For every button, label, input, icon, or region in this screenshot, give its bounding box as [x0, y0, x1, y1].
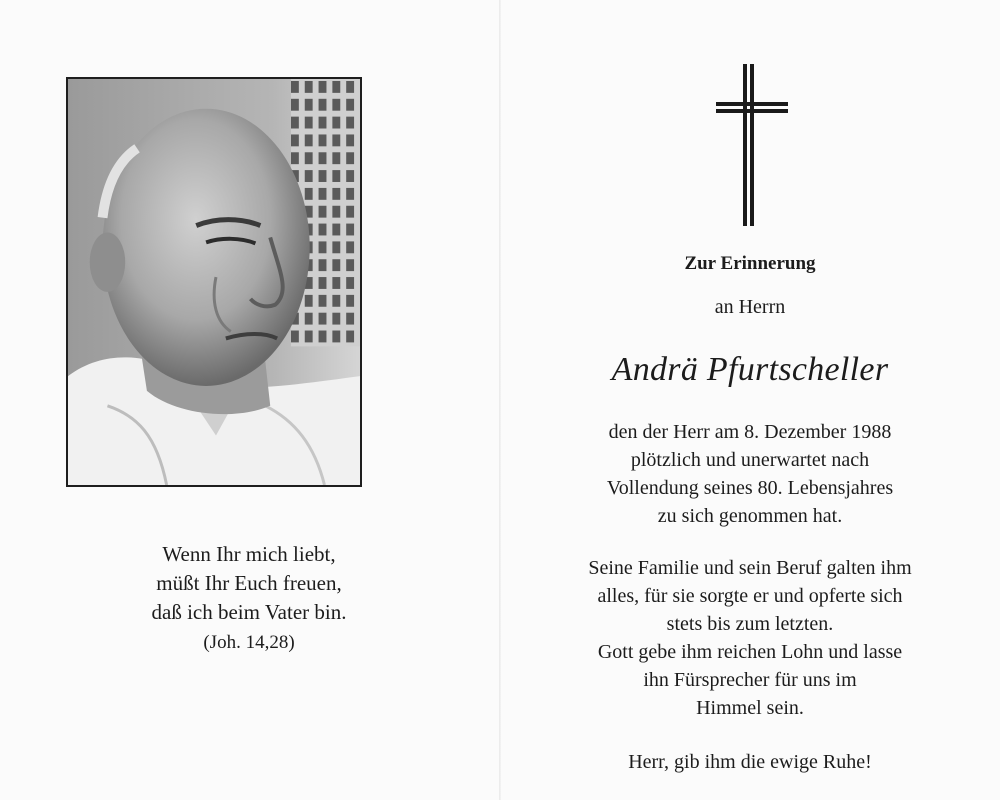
salutation: an Herrn: [714, 296, 786, 318]
notice-line: Vollendung seines 80. Lebensjahres: [606, 477, 894, 499]
death-notice: [520, 418, 980, 530]
tribute-line: Himmel sein.: [696, 697, 804, 719]
tribute-line: ihn Fürsprecher für uns im: [643, 669, 857, 691]
notice-line: plötzlich und unerwartet nach: [630, 449, 870, 471]
tribute-line: stets bis zum letzten.: [666, 613, 834, 635]
card-fold: [499, 0, 501, 800]
verse-line: Wenn Ihr mich liebt,: [162, 542, 336, 566]
tribute-line: alles, für sie sorgte er und opferte sich: [597, 585, 903, 607]
portrait-image: [68, 79, 360, 485]
verse-line: müßt Ihr Euch freuen,: [156, 571, 342, 595]
deceased-name: Andrä Pfurtscheller: [611, 351, 889, 388]
notice-line: den der Herr am 8. Dezember 1988: [608, 421, 892, 443]
verse-line: daß ich beim Vater bin.: [151, 600, 347, 624]
cross-icon: [716, 64, 788, 226]
bible-verse: [60, 540, 438, 657]
closing-prayer: Herr, gib ihm die ewige Ruhe!: [628, 751, 872, 773]
tribute-line: Seine Familie und sein Beruf galten ihm: [588, 557, 912, 579]
memorial-title: Zur Erinnerung: [684, 253, 816, 274]
verse-reference: (Joh. 14,28): [203, 632, 295, 653]
tribute-text: [520, 554, 980, 722]
notice-line: zu sich genommen hat.: [657, 505, 843, 527]
tribute-line: Gott gebe ihm reichen Lohn und lasse: [597, 641, 903, 663]
portrait-photo: [66, 77, 362, 487]
